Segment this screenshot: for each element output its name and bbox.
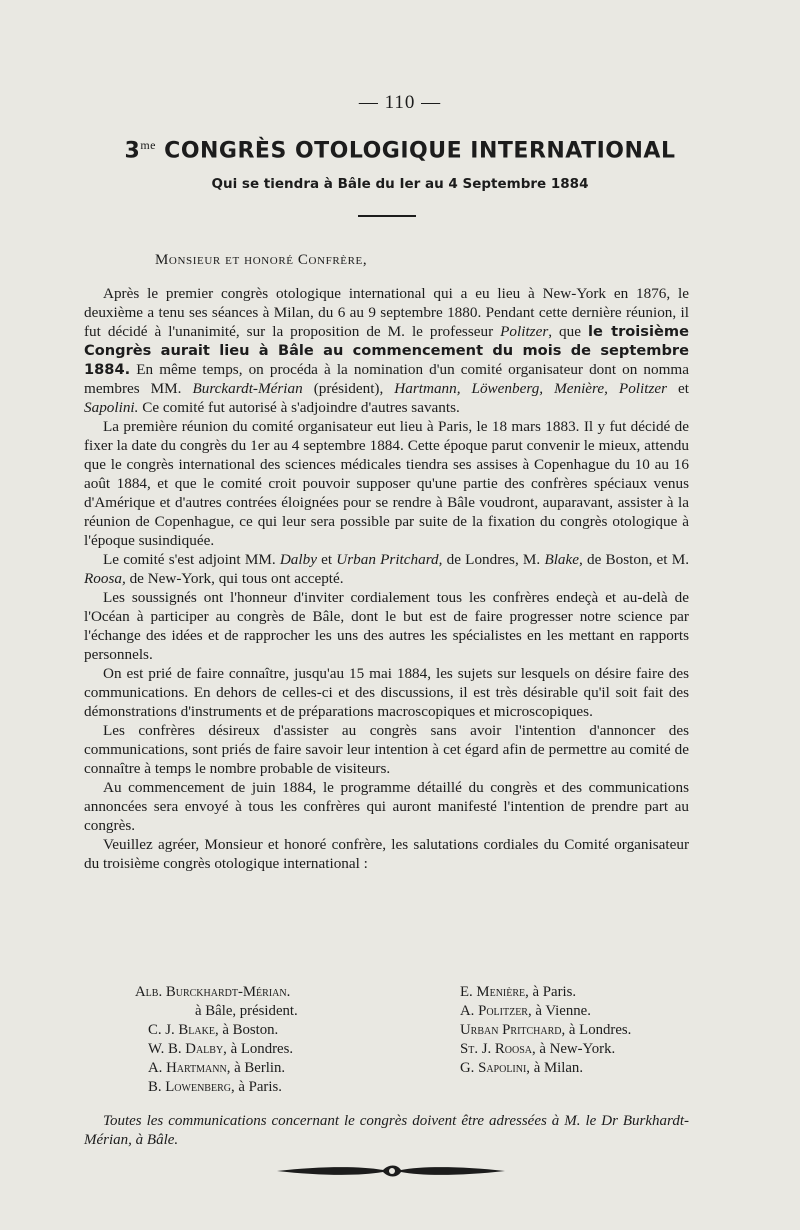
signatory: G. Sapolini, à Milan.	[460, 1060, 584, 1076]
signatory: à Bâle, président.	[195, 1003, 298, 1019]
title-divider	[358, 215, 416, 217]
signatory: B. Lowenberg, à Paris.	[148, 1079, 282, 1095]
page-number: — 110 —	[358, 92, 442, 113]
signatory: A. Hartmann, à Berlin.	[148, 1060, 286, 1076]
closing-note	[84, 1112, 689, 1150]
page-subtitle: Qui se tiendra à Bâle du Ier au 4 Septembre 1884	[211, 176, 589, 192]
signatories	[135, 983, 695, 1097]
signatory: Alb. Burckhardt-Mérian.	[135, 984, 291, 1000]
paragraph-5: On est prié de faire connaître, jusqu'au 15 mai 1884, les sujets sur lesquels on désire faire des communications. En dehors de celles-ci et des discussions, il est très désirable qu'il soit fait des démonstrations d'instruments et de préparations macroscopiques et microscopiques.	[84, 665, 689, 720]
paragraph-4: Les soussignés ont l'honneur d'inviter cordialement tous les confrères endeçà et au-delà de l'Océan à participer au congrès de Bâle, dont le but est de faire progresser notre science par l'échange des idées et de rapprocher les uns des autres les spécialistes en les mettant en rapports personnels.	[84, 589, 689, 663]
salutation: Monsieur et honoré Confrère,	[155, 252, 368, 268]
paragraph-7: Au commencement de juin 1884, le programme détaillé du congrès et des communications annoncées sera envoyé à tous les confrères qui auront manifesté l'intention de prendre part au congrès.	[84, 779, 689, 834]
paragraph-2: La première réunion du comité organisateur eut lieu à Paris, le 18 mars 1883. Il y fut décidé de fixer la date du congrès du 1er au 4 septembre 1884. Cette époque parut convenir le mieux, attendu que le congrès international des sciences médicales tiendra ses assises à Copenhague du 10 au 16 août 1884, et que le comité croit pouvoir supposer qu'une partie des confrères spéciaux venus d'Amérique et d'autres contrées éloignées pour se rendre à Bâle voudront, auparavant, assister à la réunion de Copenhague, ce qui leur sera possible par suite de la fixation du congrès otologique à l'époque susindiquée.	[84, 418, 689, 549]
paragraph-3: Le comité s'est adjoint MM. Dalby et Urban Pritchard, de Londres, M. Blake, de Boston, et M. Roosa, de New-York, qui tous ont accepté.	[84, 551, 690, 587]
signatory: C. J. Blake, à Boston.	[148, 1022, 279, 1038]
closing-note-text: Toutes les communications concernant le congrès doivent être adressées à M. le Dr Burkhardt-Mérian, à Bâle.	[84, 1113, 689, 1148]
signatory: A. Politzer, à Vienne.	[460, 1003, 591, 1019]
paragraph-1: Après le premier congrès otologique international qui a eu lieu à New-York en 1876, le deuxième a tenu ses séances à Milan, du 6 au 9 septembre 1880. Pendant cette dernière réunion, il fut décidé à l'unanimité, sur la proposition de M. le professeur Politzer, que le troisième Congrès aurait lieu à Bâle au commencement du mois de septembre 1884. En même temps, on procéda à la nomination d'un comité organisateur dont on nomma membres MM. Burckardt-Mérian (président), Hartmann, Löwenberg, Menière, Politzer et Sapolini. Ce comité fut autorisé à s'adjoindre d'autres savants.	[84, 285, 689, 416]
signatories-right	[460, 983, 695, 1097]
title-ordinal: 3	[124, 138, 141, 164]
signatory: Urban Pritchard, à Londres.	[460, 1022, 632, 1038]
letter-body	[84, 284, 689, 873]
paragraph-8: Veuillez agréer, Monsieur et honoré confrère, les salutations cordiales du Comité organisateur du troisième congrès otologique international :	[84, 836, 689, 872]
title-ordinal-sup: me	[140, 138, 156, 152]
signatory: E. Menière, à Paris.	[460, 984, 577, 1000]
signatories-left	[135, 983, 298, 1097]
page-title	[0, 138, 800, 163]
ornament-divider	[271, 1160, 511, 1182]
title-main: CONGRÈS OTOLOGIQUE INTERNATIONAL	[164, 138, 676, 164]
paragraph-6: Les confrères désireux d'assister au congrès sans avoir l'intention d'annoncer des communications, sont priés de faire savoir leur intention à cet égard afin de permettre au comité de connaître à temps le nombre probable de visiteurs.	[84, 722, 689, 777]
signatory: W. B. Dalby, à Londres.	[148, 1041, 294, 1057]
signatory: St. J. Roosa, à New-York.	[460, 1041, 616, 1057]
